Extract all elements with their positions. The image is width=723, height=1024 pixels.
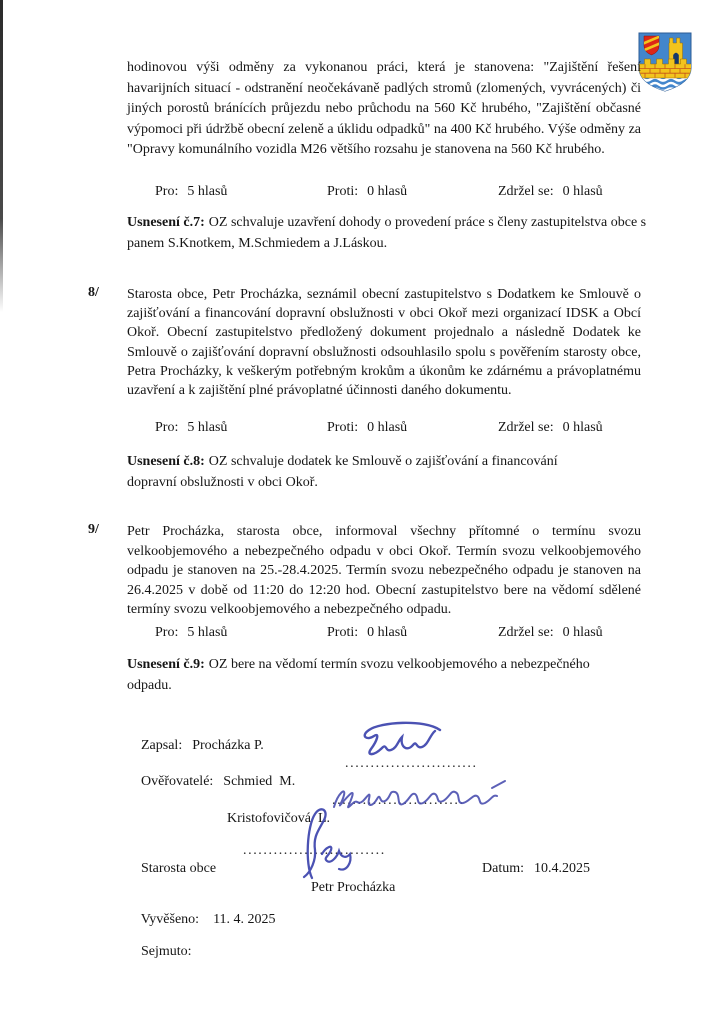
datum-value: 10.4.2025 — [534, 861, 590, 876]
resolution-7 — [127, 213, 655, 254]
signature-dotted-line-2: .......................... — [332, 793, 465, 808]
starosta-label: Starosta obce — [141, 861, 217, 876]
overovatel-2-name: Kristofovičová L. — [227, 811, 331, 826]
starosta-name: Petr Procházka — [311, 880, 396, 895]
intro-paragraph: hodinovou výši odměny za vykonanou práci, která je stanovena: "Zajištění řešení havarijních situací - odstranění neočekávaně padlých stromů (zlomených, vyvrácených) či jiných porostů bránících průjezdu nebo průchodu na 560 Kč hrubého, "Zajištění občasné výpomoci při údržbě obecní zeleně a úklidu odpadků" na 400 Kč hrubého. Výše odměny za "Opravy komunálního vozidla M26 většího rozsahu je stanovena na 560 Kč hrubého. — [127, 60, 641, 157]
overovatel-1-name: Schmied M. — [223, 774, 296, 789]
sejmuto-label: Sejmuto: — [141, 944, 192, 959]
vote-pro: Pro: 5 hlasů — [155, 184, 228, 199]
resolution-7-label: Usnesení č.7: — [127, 215, 205, 230]
vote-pro: Pro: 5 hlasů — [155, 420, 228, 435]
item-9-text: Petr Procházka, starosta obce, informoval všechny přítomné o termínu svozu velkoobjemového a nebezpečného odpadu v obci Okoř. Termín svozu velkoobjemového odpadu je stanoven na 25.-28.4.2025. Termín svozu nebezpečného odpadu je stanoven na 26.4.2025 v době od 11:20 do 12:20 hod. Obecní zastupitelstvo bere na vědomí sdělené termíny svozu velkoobjemového a nebezpečného odpadu. — [127, 524, 641, 618]
datum-label: Datum: — [482, 861, 524, 876]
vyveseno-value: 11. 4. 2025 — [213, 912, 276, 927]
starosta-name-row — [297, 864, 395, 912]
signature-dotted-line-1: .......................... — [345, 756, 478, 771]
resolution-8 — [127, 452, 597, 493]
vote-proti: Proti: 0 hlasů — [327, 420, 408, 435]
zapsal-label: Zapsal: — [141, 738, 183, 753]
vote-row-9 — [127, 625, 641, 647]
item-9-number: 9/ — [88, 522, 99, 537]
vote-zdrzel: Zdržel se: 0 hlasů — [498, 420, 603, 435]
resolution-8-label: Usnesení č.8: — [127, 454, 205, 469]
zapsal-value: Procházka P. — [192, 738, 264, 753]
item-8-text: Starosta obce, Petr Procházka, seznámil obecní zastupitelstvo s Dodatkem ke Smlouvě o zajišťování a financování dopravní obslužnosti v obci Okoř mezi organizací IDSK a Obcí Okoř. Obecní zastupitelstvo předložený dokument projednalo a následně Dodatek ke Smlouvě o zajišťování dopravní obslužnosti odsouhlasilo spolu s pověřením starosty obce, Petra Procházky, k veškerým potřebným krokům a úkonům ke zdárnému a právoplatnému uzavření a k zajištění plné právoplatné účinnosti daného dokumentu. — [127, 287, 641, 399]
overovatele-label: Ověřovatelé: — [141, 774, 214, 789]
vote-zdrzel: Zdržel se: 0 hlasů — [498, 625, 603, 640]
vote-pro: Pro: 5 hlasů — [155, 625, 228, 640]
resolution-9 — [127, 655, 627, 696]
scan-edge-artifact — [0, 0, 3, 312]
item-8-number: 8/ — [88, 285, 99, 300]
resolution-7-text: OZ schvaluje uzavření dohody o provedení práce s členy zastupitelstva obce s panem S.Knotkem, M.Schmiedem a J.Láskou. — [127, 215, 647, 251]
vyveseno-label: Vyvěšeno: — [140, 912, 200, 927]
resolution-9-label: Usnesení č.9: — [127, 657, 205, 672]
starosta-row — [127, 845, 216, 893]
vote-proti: Proti: 0 hlasů — [327, 625, 408, 640]
vote-row-8 — [127, 420, 641, 442]
sejmuto-row — [127, 928, 192, 976]
vote-proti: Proti: 0 hlasů — [327, 184, 408, 199]
datum-row — [468, 845, 590, 893]
vote-zdrzel: Zdržel se: 0 hlasů — [498, 184, 603, 199]
resolution-9-text: OZ bere na vědomí termín svozu velkoobjemového a nebezpečného odpadu. — [127, 657, 590, 693]
overovatel-2-row — [213, 795, 330, 843]
vote-row-7 — [127, 184, 641, 206]
resolution-8-text: OZ schvaluje dodatek ke Smlouvě o zajišťování a financování dopravní obslužnosti v obci Okoř. — [127, 454, 558, 490]
municipal-coat-of-arms-icon — [637, 31, 694, 93]
signature-dotted-line-3: ............................ — [243, 843, 386, 858]
